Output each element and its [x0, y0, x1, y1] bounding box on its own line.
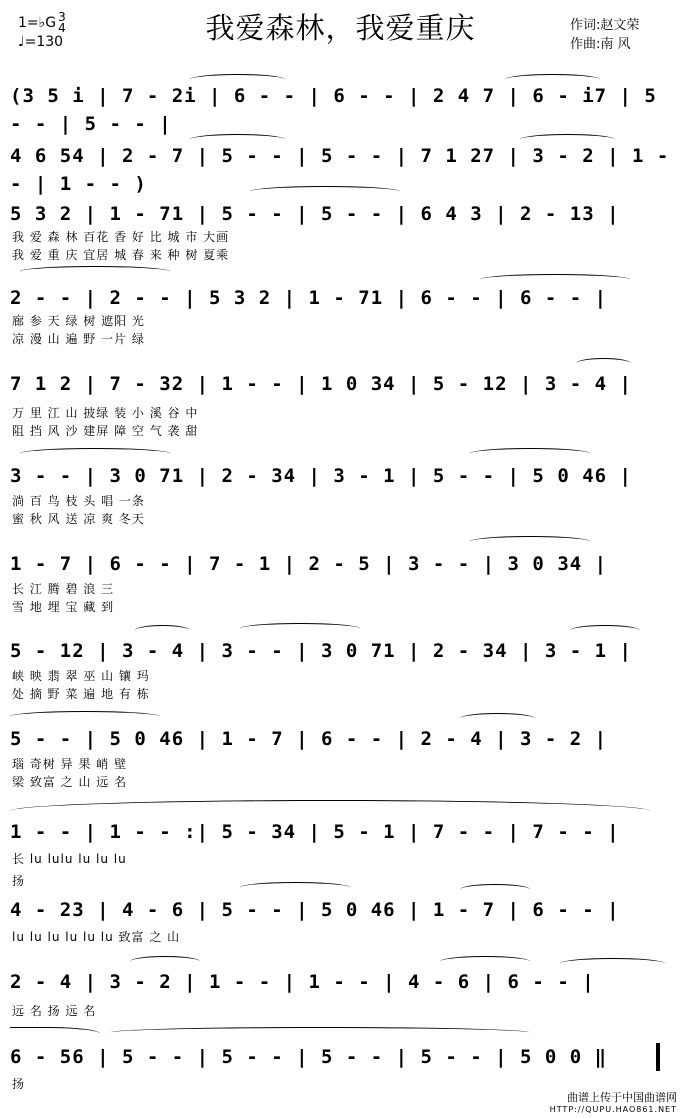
slur-mark [190, 74, 285, 85]
key-signature [18, 12, 66, 50]
slur-mark [470, 448, 590, 459]
slur-mark [460, 884, 530, 895]
time-top: 3 [58, 10, 66, 24]
slur-mark [130, 956, 200, 967]
slur-mark [576, 358, 631, 369]
score-row-5 [0, 370, 681, 438]
lyrics-verse-1: 峡 映 翡 翠 巫 山 镶 玛 [12, 669, 150, 683]
watermark-text: 曲谱上传于中国曲谱网 [567, 1091, 677, 1104]
lyrics-verse-1: 瑙 奇树 异 果 峭 壁 [12, 757, 128, 771]
final-barline [656, 1043, 660, 1071]
slur-mark [20, 448, 170, 459]
notation-line: 4 6 54 | 2 - 7 | 5 - - | 5 - - | 7 1 27 | 3 - 2 | 1 - - | 1 - - ) [10, 145, 670, 195]
notation-line: 4 - 23 | 4 - 6 | 5 - - | 5 0 46 | 1 - 7 | 6 - - | [10, 899, 620, 921]
slur-mark [110, 1027, 530, 1038]
lyricist-credit: 作词:赵文荣 [570, 18, 640, 33]
lyrics-verse-2: 阻 挡 风 沙 建屏 障 空 气 袭 甜 [12, 424, 199, 438]
time-bottom: 4 [58, 21, 66, 35]
slur-mark [570, 625, 640, 636]
lyrics-verse-1: 远 名 扬 远 名 [12, 1004, 97, 1018]
site-watermark [550, 1092, 677, 1116]
slur-mark [10, 1027, 100, 1038]
slur-mark [240, 882, 350, 893]
slur-mark [440, 956, 530, 967]
lyrics-verse-1: lu lu lu lu lu lu 致富 之 山 [12, 930, 181, 944]
notation-line: 3 - - | 3 0 71 | 2 - 34 | 3 - 1 | 5 - - | 5 0 46 | [10, 465, 632, 487]
notation-line: 5 3 2 | 1 - 71 | 5 - - | 5 - - | 6 4 3 | 2 - 13 | [10, 203, 620, 225]
score-row-10 [0, 818, 681, 888]
slur-mark [135, 625, 190, 636]
slur-mark [20, 266, 170, 277]
slur-mark [250, 186, 400, 197]
slur-mark [460, 713, 535, 724]
key-label: 1=♭G [18, 15, 57, 31]
lyrics-verse-2: 梁 致富 之 山 远 名 [12, 775, 128, 789]
lyrics-verse-1: 长 江 腾 碧 浪 三 [12, 582, 115, 596]
lyrics-verse-2: 凉 漫 山 遍 野 一片 绿 [12, 332, 145, 346]
notation-line: 1 - 7 | 6 - - | 7 - 1 | 2 - 5 | 3 - - | 3 0 34 | [10, 553, 608, 575]
slur-mark [520, 134, 615, 145]
lyrics-verse-2: 我 爱 重 庆 宜居 城 春 来 种 树 夏乘 [12, 248, 230, 262]
slur-mark [190, 134, 285, 145]
slur-mark [10, 711, 160, 722]
score-row-12 [0, 968, 681, 1028]
notation-line: 1 - - | 1 - - :| 5 - 34 | 5 - 1 | 7 - - | 7 - - | [10, 821, 620, 843]
song-title: 我爱森林，我爱重庆 [205, 11, 476, 45]
notation-line: 5 - 12 | 3 - 4 | 3 - - | 3 0 71 | 2 - 34 | 3 - 1 | [10, 640, 632, 662]
lyrics-verse-1: 长 lu lulu lu lu lu [12, 852, 127, 866]
time-signature [58, 12, 66, 34]
lyrics-verse-1: 廊 参 天 绿 树 遮阳 光 [12, 314, 145, 328]
score-row-3 [0, 200, 681, 260]
lyrics-verse-2: 雪 地 埋 宝 藏 到 [12, 600, 115, 614]
score-row-11 [0, 896, 681, 956]
notation-line: 5 - - | 5 0 46 | 1 - 7 | 6 - - | 2 - 4 | 3 - 2 | [10, 728, 608, 750]
slur-mark [10, 800, 650, 811]
lyrics-verse-2: 扬 [12, 874, 26, 888]
score-row-4 [0, 284, 681, 344]
notation-line: 2 - 4 | 3 - 2 | 1 - - | 1 - - | 4 - 6 | 6 - - | [10, 971, 595, 993]
slur-mark [470, 536, 590, 547]
score-row-8 [0, 637, 681, 701]
lyrics-verse-2: 蜜 秋 风 送 凉 爽 冬天 [12, 512, 145, 526]
notation-line: 6 - 56 | 5 - - | 5 - - | 5 - - | 5 - - | 5 0 0 ‖ [10, 1046, 608, 1068]
slur-mark [560, 958, 665, 969]
score-row-9 [0, 725, 681, 789]
composer-credit: 作曲:南 风 [570, 37, 631, 52]
score-row-1 [0, 82, 681, 142]
lyrics-verse-1: 淌 百 鸟 枝 头 唱 一条 [12, 494, 145, 508]
lyrics-verse-1: 万 里 江 山 披绿 装 小 溪 谷 中 [12, 406, 199, 420]
slur-mark [480, 274, 630, 285]
lyrics-verse-1: 扬 [12, 1077, 26, 1091]
score-row-7 [0, 550, 681, 614]
tempo-marking: ♩=130 [18, 34, 64, 50]
notation-line: 2 - - | 2 - - | 5 3 2 | 1 - 71 | 6 - - | 6 - - | [10, 287, 608, 309]
slur-mark [240, 623, 360, 634]
lyrics-verse-2: 处 摘 野 菜 遍 地 有 栋 [12, 687, 150, 701]
notation-line: (3 5 i | 7 - 2i | 6 - - | 6 - - | 2 4 7 | 6 - i7 | 5 - - | 5 - - | [10, 85, 657, 135]
score-row-6 [0, 462, 681, 526]
lyrics-verse-1: 我 爱 森 林 百花 香 好 比 城 市 大画 [12, 230, 230, 244]
slur-mark [505, 74, 600, 85]
watermark-url: HTTP://QUPU.HAO861.NET [549, 1105, 677, 1114]
notation-line: 7 1 2 | 7 - 32 | 1 - - | 1 0 34 | 5 - 12 | 3 - 4 | [10, 373, 632, 395]
